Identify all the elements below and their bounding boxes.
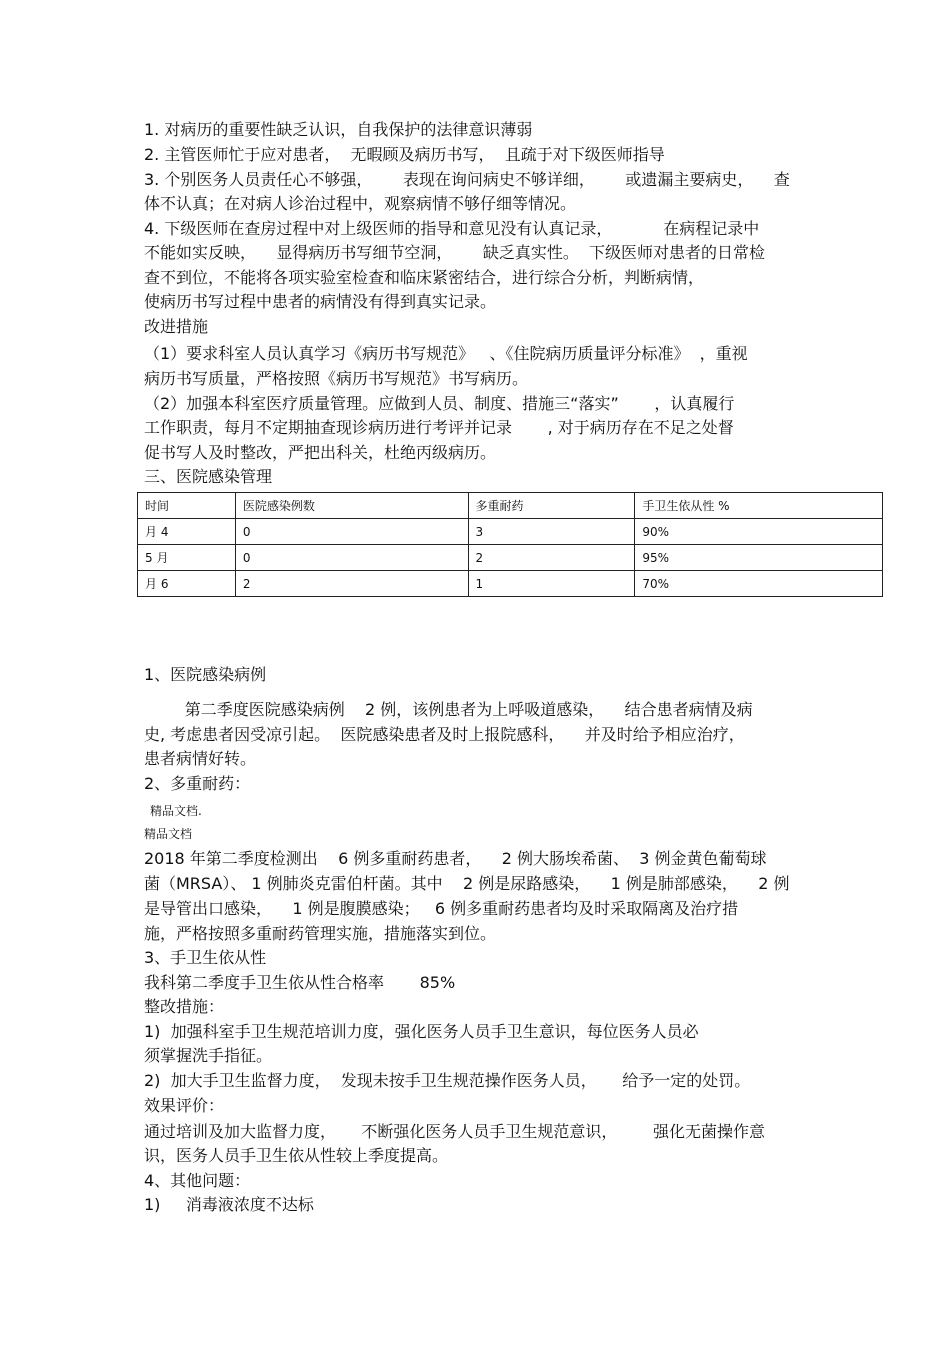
text-line: 整改措施： (144, 997, 225, 1016)
table-row (138, 519, 883, 545)
text-line: 2018 年第二季度检测出 6 例多重耐药患者， 2 例大肠埃希菌、 3 例金黄色葡萄球 (144, 849, 767, 868)
table-cell: 70% (635, 571, 883, 597)
text-line: 促书写人及时整改，严把出科关，杜绝丙级病历。 (144, 443, 497, 462)
table-row (138, 571, 883, 597)
text-line: 患者病情好转。 (144, 749, 257, 768)
table-row (138, 545, 883, 571)
table-cell: 3 (468, 519, 635, 545)
table-header-cell: 时间 (138, 493, 236, 519)
text-line: 4. 下级医师在查房过程中对上级医师的指导和意见没有认真记录， 在病程记录中 (144, 219, 760, 238)
table-cell: 0 (235, 545, 468, 571)
section-heading: 4、其他问题： (144, 1171, 251, 1190)
section-heading: 三、医院感染管理 (144, 467, 273, 486)
section-heading: 1、医院感染病例 (144, 665, 267, 684)
table-cell: 1 (468, 571, 635, 597)
section-heading: 改进措施 (144, 317, 209, 336)
text-line: 2) 加大手卫生监督力度， 发现未按手卫生规范操作医务人员， 给予一定的处罚。 (144, 1071, 751, 1090)
section-heading: 2、多重耐药： (144, 774, 251, 793)
table-header-cell: 多重耐药 (468, 493, 635, 519)
text-line: 我科第二季度手卫生依从性合格率 85% (144, 973, 456, 992)
table-cell: 月 6 (138, 571, 236, 597)
text-line: 2. 主管医师忙于应对患者， 无暇顾及病历书写， 且疏于对下级医师指导 (144, 145, 665, 164)
table-cell: 2 (235, 571, 468, 597)
text-line: 第二季度医院感染病例 2 例，该例患者为上呼吸道感染， 结合患者病情及病 (144, 700, 753, 719)
text-line: 3. 个别医务人员责任心不够强， 表现在询问病史不够详细， 或遗漏主要病史， 查 (144, 170, 790, 189)
text-line: 1) 加强科室手卫生规范培训力度，强化医务人员手卫生意识，每位医务人员必 (144, 1022, 699, 1041)
text-line: （1）要求科室人员认真学习《病历书写规范》 、《住院病历质量评分标准》 ，重视 (144, 344, 748, 363)
text-line: 史, 考虑患者因受凉引起。 医院感染患者及时上报院感科， 并及时给予相应治疗， (144, 725, 745, 744)
table-header-row (138, 493, 883, 519)
text-line: 菌（MRSA）、 1 例肺炎克雷伯杆菌。其中 2 例是尿路感染， 1 例是肺部感染， 2 例 (144, 874, 790, 893)
text-line: 识，医务人员手卫生依从性较上季度提高。 (144, 1146, 449, 1165)
infection-table (137, 492, 883, 597)
text-line: 通过培训及加大监督力度， 不断强化医务人员手卫生规范意识， 强化无菌操作意 (144, 1122, 766, 1141)
table-cell: 5 月 (138, 545, 236, 571)
section-heading: 3、手卫生依从性 (144, 948, 267, 967)
text-line: 须掌握洗手指征。 (144, 1046, 273, 1065)
table-cell: 月 4 (138, 519, 236, 545)
table-cell: 95% (635, 545, 883, 571)
table-cell: 0 (235, 519, 468, 545)
text-line: 不能如实反映， 显得病历书写细节空洞， 缺乏真实性。 下级医师对患者的日常检 (144, 243, 766, 262)
text-line: 效果评价： (144, 1096, 225, 1115)
text-line: 1) 消毒液浓度不达标 (144, 1195, 314, 1214)
watermark-text: 精品文档 (144, 827, 193, 841)
text-line: 查不到位，不能将各项实验室检查和临床紧密结合，进行综合分析，判断病情， (144, 268, 705, 287)
text-line: 病历书写质量，严格按照《病历书写规范》书写病历。 (144, 369, 529, 388)
text-line: 施，严格按照多重耐药管理实施，措施落实到位。 (144, 924, 497, 943)
text-line: 1. 对病历的重要性缺乏认识，自我保护的法律意识薄弱 (144, 120, 533, 139)
text-line: 是导管出口感染， 1 例是腹膜感染； 6 例多重耐药患者均及时采取隔离及治疗措 (144, 899, 739, 918)
text-line: 体不认真；在对病人诊治过程中，观察病情不够仔细等情况。 (144, 194, 577, 213)
watermark-text: 精品文档. (150, 804, 202, 818)
text-line: 使病历书写过程中患者的病情没有得到真实记录。 (144, 292, 497, 311)
text-line: （2）加强本科室医疗质量管理。应做到人员、制度、措施三“落实” ，认真履行 (144, 394, 735, 413)
table-cell: 90% (635, 519, 883, 545)
table-cell: 2 (468, 545, 635, 571)
table-header-cell: 手卫生依从性 % (635, 493, 883, 519)
text-line: 工作职责，每月不定期抽查现诊病历进行考评并记录 , 对于病历存在不足之处督 (144, 418, 734, 437)
table-header-cell: 医院感染例数 (235, 493, 468, 519)
